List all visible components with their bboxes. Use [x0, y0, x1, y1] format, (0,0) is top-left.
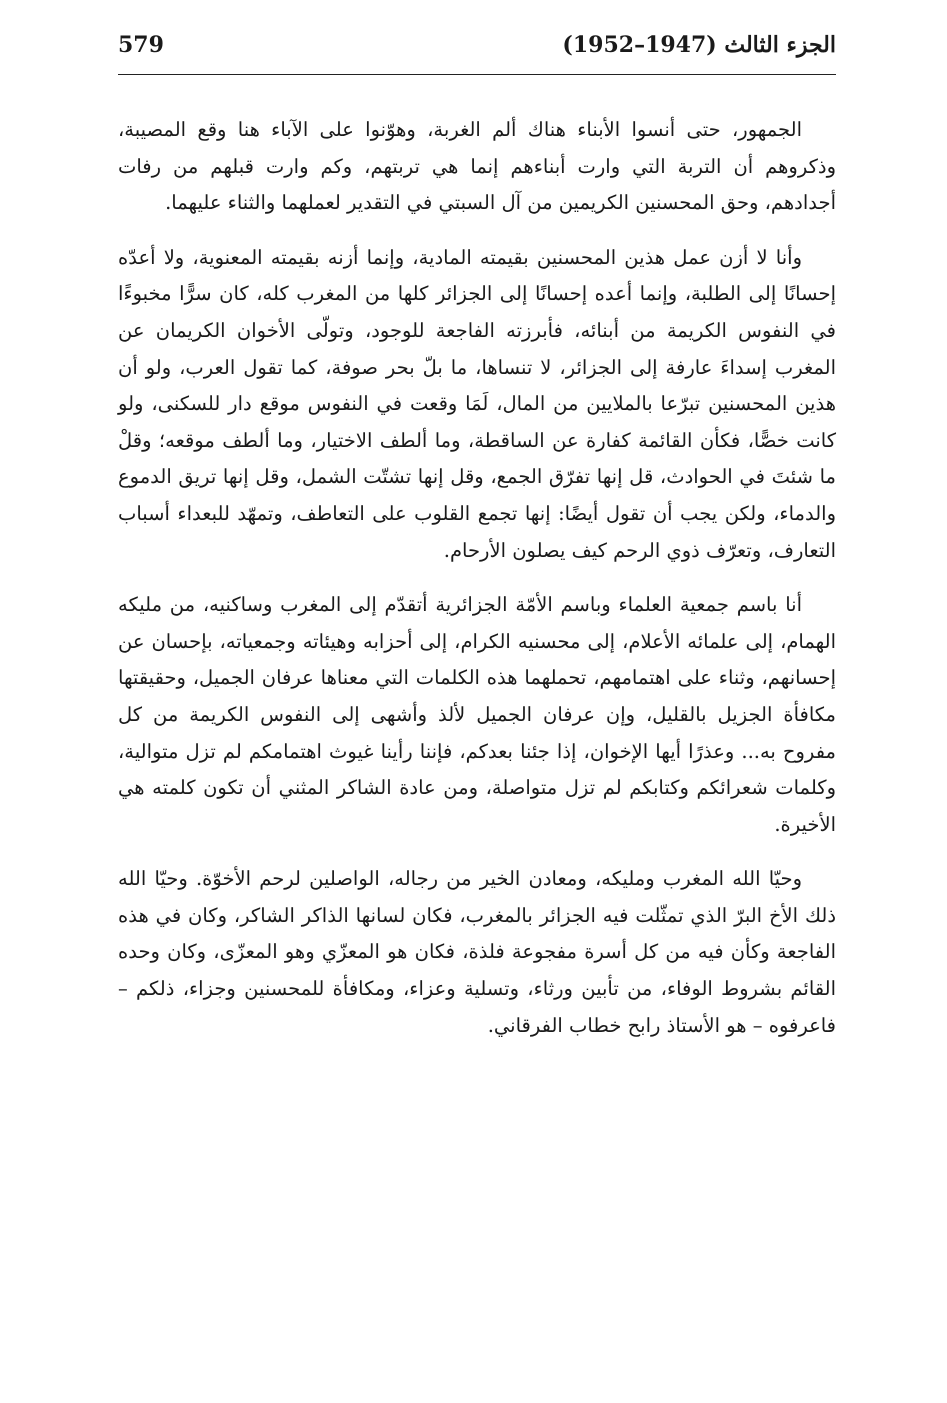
paragraph-1: الجمهور، حتى أنسوا الأبناء هناك ألم الغربة، وهوّنوا على الآباء هنا وقع المصيبة، وذكروهم أن التربة التي وارت أبناءهم إنما هي تربتهم، وكم وارت قبلهم من رفات أجدادهم، وحق المحسنين الكريمين من آل السبتي في التقدير لعملهما والثناء عليهما. — [118, 118, 836, 215]
running-head — [118, 30, 836, 74]
paragraph-3: أنا باسم جمعية العلماء وباسم الأمّة الجزائرية أتقدّم إلى المغرب وساكنيه، من مليكه الهمام، إلى علمائه الأعلام، إلى محسنيه الكرام، إلى أحزابه وهيئاته وجمعياته، بإحسان عن إحسانهم، وثناء على اهتمامهم، تحملهما هذه الكلمات التي معناها عرفان الجميل، وحقيقتها مكافأة الجزيل بالقليل، وإن عرفان الجميل لألذ وأشهى إلى النفوس الكريمة من كل مفروح به... وعذرًا أيها الإخوان، إذا جئنا بعدكم، فإننا رأينا غيوث اهتمامكم لم تزل متوالية، وكلمات شعرائكم وكتابكم لم تزل متواصلة، ومن عادة الشاكر المثني أن تكون كلمته هي الأخيرة. — [118, 593, 836, 836]
paragraph-2: وأنا لا أزن عمل هذين المحسنين بقيمته المادية، وإنما أزنه بقيمته المعنوية، ولا أعدّه إحسانًا إلى الطلبة، وإنما أعده إحسانًا إلى الجزائر كلها من المغرب كله، كان سرًّا مخبوءًا في النفوس الكريمة من أبنائه، فأبرزته الفاجعة للوجود، وتولّى الأخوان الكريمان عن المغرب إسداءَ عارفة إلى الجزائر، لا تنساها، ما بلّ بحر صوفة، كما تقول العرب، ولو أن هذين المحسنين تبرّعا بالملايين من المال، لَمَا وقعت في النفوس موقع دار للسكنى، ولو كانت خصًّا، فكأن القائمة كفارة عن الساقطة، وما ألطف الاختيار، وما ألطف موقعه؛ وقلْ ما شئتَ في الحوادث، قل إنها تفرّق الجمع، وقل إنها تشتّت الشمل، وقل إنها تريق الدموع والدماء، ولكن يجب أن تقول أيضًا: إنها تجمع القلوب على التعاطف، وتمهّد للبعداء أسباب التعارف، وتعرّف ذوي الرحم كيف يصلون الأرحام. — [118, 245, 837, 562]
running-head-title: الجزء الثالث (1947–1952) — [562, 32, 836, 58]
body-text — [118, 112, 836, 1044]
header-rule — [118, 74, 836, 75]
paragraph-4: وحيّا الله المغرب ومليكه، ومعادن الخير من رجاله، الواصلين لرحم الأخوّة. وحيّا الله ذلك الأخ البرّ الذي تمثّلت فيه الجزائر بالمغرب، فكان لسانها الذاكر الشاكر، وكان في هذه الفاجعة وكأن فيه من كل أسرة مفجوعة فلذة، فكان هو المعزّي وهو المعزّى، وكان وحده القائم بشروط الوفاء، من تأبين ورثاء، وتسلية وعزاء، ومكافأة للمحسنين وجزاء، ذلكم – فاعرفوه – هو الأستاذ رابح خطاب الفرقاني. — [118, 867, 836, 1037]
page-number: 579 — [118, 32, 164, 58]
